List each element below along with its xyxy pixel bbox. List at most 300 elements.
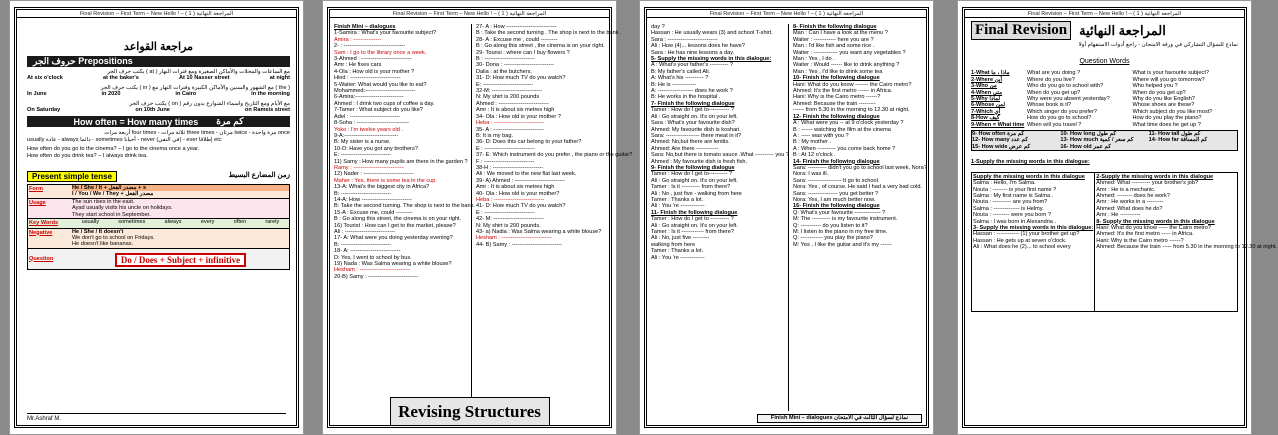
negative-label: Negative	[29, 229, 53, 236]
question-words-label: Question Words	[1079, 58, 1130, 66]
dialogue-line: 2- : ---------------------------------	[334, 43, 406, 50]
question-word: 1-What ماذا ، ما	[971, 70, 1010, 77]
question-example: Which subject do you like most?	[1132, 108, 1213, 115]
dialogue-line: Tamer : How do I get to---------- ?	[651, 171, 733, 178]
in-example: in Cairo	[175, 91, 197, 98]
dialogue-line: Sara: No,but there is tomato sauce .What ---------- you ?	[651, 152, 790, 159]
dialogue-line: Ahmed: -------- does he work?	[1096, 192, 1170, 199]
usage-example: Ayad usually visits his uncle on holidays.	[72, 205, 173, 212]
dialogue-line: 16- Finish the following dialogue	[793, 203, 880, 210]
frequency-line: usually عادة - always دائما - sometimes أحيانا - never (في النفي) - ever إطلاقا etc	[27, 136, 222, 143]
frequency-line: أربعة مرات four times - ثلاثة مرات three times - مرتان twice - مرة واحدة once	[104, 130, 290, 137]
page-header: Final Revision – First Term – New Hello ! – ( 1 ) المراجعة النهائية	[330, 10, 609, 18]
dialogue-line: 39- A) Ahmed : ---------------------------	[476, 177, 565, 184]
how-word: 12- How many كم عدد	[972, 137, 1028, 144]
form-cell	[72, 185, 289, 198]
dialogue-line: 5-Waiter: What would you like to eat?	[334, 81, 427, 88]
form-line: He / She / It + مصدر الفعل + s	[72, 185, 289, 191]
dialogue-line: Salma : -------------- is Helmy.	[973, 205, 1044, 212]
dialogue-line: Hassan : ------------ (1) your brother get up?	[973, 231, 1080, 238]
dialogue-line: Ahmed : ---------------------------	[476, 100, 549, 107]
form-row	[28, 185, 289, 199]
dialogue-line: Nouta : ---------- are you from?	[973, 199, 1048, 206]
question-example: When do you get up?	[1027, 89, 1081, 96]
dialogue-line: A: ------------------- does he work ?	[651, 88, 733, 95]
dialogue-line: Ali : We moved to the new flat last week.	[476, 171, 577, 178]
dialogue-line: Q: ------------ you play the piano?	[793, 235, 873, 242]
usage-row	[28, 199, 289, 219]
question-example: How do you play the piano?	[1132, 115, 1202, 122]
dialogue-line: Amr : He fixes cars	[334, 62, 382, 69]
question-words-table	[971, 70, 1238, 128]
dialogue-line: B: My father's called Ali.	[651, 68, 711, 75]
dialogue-line: 12) Nader : ---------------------------	[334, 171, 414, 178]
page-final-revision	[957, 0, 1277, 435]
question-word: 6-Whose لمن	[971, 102, 1006, 109]
dialogue-line: Waiter : ------------ here you are ?	[793, 36, 874, 43]
dialogue-line: N: My shirt is 200 pounds	[476, 94, 540, 101]
exercise-title: 1-Supply the missing words in this dialogue:	[971, 159, 1090, 166]
dialogue-line: 41- D: How much TV do you watch?	[476, 203, 566, 210]
question-example: What time does he get up ?	[1132, 121, 1201, 128]
at-examples	[27, 75, 290, 81]
dialogue-line: 20-B) Samy : ---------------------------	[334, 273, 419, 280]
page-mini-dialogues	[322, 0, 633, 435]
dialogue-line: Ahmed: Are there ------------	[651, 145, 719, 152]
dialogue-line: 3-Ahmed : ---------------------------	[334, 56, 412, 63]
dialogue-line: Man : Can I have a look at the menu ?	[793, 30, 888, 37]
how-words-grid	[971, 130, 1238, 151]
dialogue-line: Sara: ---------------- you get better ?	[793, 190, 879, 197]
dialogue-line: Man : Yes , I'd like to drink some tea	[793, 68, 883, 75]
dialogue-line: 5- Supply the missing words in this dialogue:	[651, 56, 772, 63]
page-header: Final Revision – First Term – New Hello ! – ( 1 ) المراجعة النهائية	[965, 10, 1244, 18]
dialogue-line: 37- E: Which instrument do you prefer , the piano or the guitar?	[476, 152, 633, 159]
question-example: Why do you like English?	[1132, 96, 1195, 103]
dialogue-line: B : Go along this street , the cinema is on your right.	[476, 43, 605, 50]
question-word: 8-How كيف	[971, 115, 1000, 122]
section-footer-label	[757, 414, 922, 423]
dialogue-lines	[476, 24, 633, 248]
exercise-boxes	[971, 172, 1277, 312]
dialogue-line: Supply the missing words in this dialogue	[973, 173, 1085, 180]
dialogue-line: Hani: Why is the Cairo metro ------?	[1096, 237, 1184, 244]
usage-example: They start school in September.	[72, 211, 151, 218]
dialogue-line: Ali : Go straight on. It's on your left.	[651, 222, 738, 229]
dialogue-line: Ali : You 're -------------	[651, 254, 705, 261]
dialogue-line: D: Yes, I went to school by bus.	[334, 254, 412, 261]
keywords-cell	[72, 219, 289, 227]
dialogue-line: Sara: ------------------ It go to school.	[793, 177, 880, 184]
dialogue-line: B : At 12 o'clock .	[793, 152, 836, 159]
dialogue-line: Heba : ---------------------------	[476, 120, 545, 127]
dialogue-line: N: My shirt is 200 pounds.	[476, 222, 541, 229]
page-header: Final Revision – First Term – New Hello ! – ( 1 ) المراجعة النهائية	[647, 10, 926, 18]
in-note: يكتب حرف الجر ( in ) مع الشهور والسنين والأماكن الكبيرة وفترات النهار مع ( the )	[100, 84, 290, 91]
dialogue-line: B: Take the second turning. The shop is next to the bank.	[334, 203, 475, 210]
prepositions-label: حروف الجر Prepositions	[33, 56, 133, 66]
question-words-heading	[971, 50, 1238, 68]
dialogue-line: M: I listen to the piano in my free time.	[793, 229, 888, 235]
page4-content	[971, 21, 1277, 312]
exercise-right-box	[1095, 173, 1278, 311]
negative-line: He / She / It doesn't	[72, 228, 124, 235]
dialogue-line: 19) Nada : Was Salma wearing a white blouse?	[334, 261, 452, 268]
keyword: often	[233, 219, 247, 226]
at-example: At 10 Nasser street	[178, 75, 230, 82]
question-example: Who do you go to school with?	[1027, 83, 1104, 90]
dialogue-line: Yoko : I'm twelve years old .	[334, 126, 403, 133]
grammar-title: مراجعة القواعد	[123, 41, 194, 53]
dialogue-line: B : Take the second turning . The shop is next to the bank .	[476, 30, 622, 37]
dialogue-line: Dalia : at the butchers.	[476, 68, 532, 75]
dialogue-line: A : What were you -- at 9 o'clock yesterday ?	[793, 120, 904, 127]
dialogue-line: 9-A:-----------------------------	[334, 132, 399, 139]
dialogue-line: 43- a) Nadia : Was Salma wearing a white blouse?	[476, 229, 602, 235]
page-frame	[644, 7, 929, 428]
dialogues-left-column	[334, 24, 475, 411]
page-frame	[14, 7, 299, 428]
dialogue-lines	[793, 24, 927, 248]
dialogue-line: E: ---------------------------	[334, 152, 392, 159]
dialogue-line: Amr : He -----------	[1096, 212, 1141, 219]
dialogue-line: Hani: What do you know ------- the Cairo metro?	[793, 81, 912, 88]
final-revision-title	[971, 21, 1238, 40]
dialogue-line: A : ----- was with you ?	[793, 132, 849, 139]
dialogue-line: 14- Finish the following dialogue	[793, 158, 880, 165]
usage-label: Usage	[29, 199, 46, 206]
how-word: 15- How wide كم عرض	[972, 143, 1031, 150]
how-word: 11- How tall كم طول	[1148, 131, 1201, 138]
in-example: in 2020	[101, 91, 121, 98]
dialogue-line: 30- Dona : ---------------------------	[476, 62, 554, 69]
dialogue-line: Man : I'd like fish and some rice .	[793, 43, 875, 50]
dialogue-line: 32-M: ---------------------------	[476, 88, 543, 95]
dialogue-line: 10-D: Have you got any brothers?	[334, 145, 418, 152]
question-row	[28, 249, 289, 269]
keyword: every	[200, 219, 215, 226]
question-word: 4-When متى	[971, 89, 1003, 96]
dialogue-line: A : When ---------- you come back home ?	[793, 145, 896, 152]
revising-structures-banner	[390, 397, 550, 425]
at-example: at the baker's	[102, 75, 139, 82]
how-often-example: How often do you go to the cinema? – I go to the cinema once a year.	[27, 146, 200, 153]
how-word: 14- How far كم المسافة	[1148, 137, 1208, 144]
dialogue-line: Hani: What do you know ----- the Cairo metro?	[1096, 224, 1211, 231]
how-often-ar: كم مرة	[216, 116, 244, 127]
dialogue-line: 28- A : Excuse me , could ---------	[476, 36, 558, 43]
dialogue-line: 34- Ola : How old is your mother ?	[476, 113, 561, 120]
dialogue-line: 3- Supply the missing words in this dialogue:	[973, 224, 1094, 231]
question-example: How do you go to school?	[1027, 115, 1092, 122]
dialogue-line: B: It is my bag.	[476, 132, 513, 139]
how-word: 16- How old كم عمر	[1060, 143, 1111, 150]
dialogue-line: 12- Finish the following dialogue	[793, 113, 880, 120]
section-title: Finish Mini – dialogues	[334, 24, 396, 30]
dialogue-line: Ahmed: My favourite dish is koshari.	[651, 126, 741, 133]
dialogue-line: Ali : No , just five - walking from here	[651, 190, 742, 197]
question-example: Why were you absent yesterday?	[1027, 96, 1110, 103]
how-often-banner	[27, 116, 290, 127]
dialogue-line: Ahmed: What does he do?	[1096, 205, 1163, 212]
question-example: What is your favourite subject?	[1132, 70, 1209, 77]
dialogue-line: Sara : What's your favourite dish?	[651, 120, 735, 127]
dialogue-line: Nora: I was ill.	[793, 171, 829, 178]
dialogue-line: Amr : He works in a ---------	[1096, 199, 1164, 206]
dialogue-line: Hesham : ---------------------------	[334, 267, 410, 274]
dialogue-line: B: ---------------------------	[334, 190, 392, 197]
dialogue-line: B : My mother .	[793, 139, 831, 146]
at-example: At six o'clock	[27, 75, 63, 82]
at-example: at night	[269, 75, 290, 82]
question-word-row	[971, 122, 1238, 128]
in-examples	[27, 91, 290, 97]
on-example: on 10th June	[135, 107, 170, 114]
dialogue-line: Ahmed: It's the first metro ----- in Africa.	[1096, 231, 1194, 238]
dialogue-line: Maher : Yes, there is some tea in the cup.	[334, 177, 437, 184]
revising-structures-title: Revising Structures	[398, 401, 541, 421]
dialogue-lines	[334, 30, 475, 280]
dialogue-lines	[651, 24, 788, 261]
dialogue-line: 9- Finish the following dialogue	[651, 164, 735, 171]
dialogue-line: Mohammed:---------------------------	[334, 88, 416, 95]
dialogue-line: 16) Tourist : How can I get to the market, please?	[334, 222, 456, 229]
dialogue-line: E : ---------------------------	[476, 145, 535, 152]
dialogue-line: Ahmed: Because the train ---------	[793, 100, 876, 107]
dialogue-line: Ali : Go straight on. It's on your left.	[651, 113, 738, 120]
dialogue-line: Q: ----------- do you listen to it?	[793, 222, 868, 229]
dialogue-line: E : ---------------------------	[476, 209, 535, 216]
negative-line: He doesn't like bananas.	[72, 241, 134, 248]
dialogue-line: B: He works in the hospital .	[651, 94, 721, 101]
dialogue-line: 7-Tamer : What subject do you like?	[334, 107, 423, 114]
dialogue-line: Hesham : ---------------------------	[476, 235, 552, 242]
page-frame	[962, 7, 1277, 428]
question-label: Question	[29, 255, 54, 262]
dialogue-line: 4-Ola : How old is your mother ?	[334, 68, 415, 75]
question-example: Whose shoes are these?	[1132, 102, 1195, 109]
dialogue-line: 6-Amira:--------------------------	[334, 94, 404, 101]
on-example: on Ramsis street	[244, 107, 290, 114]
dialogue-line: B: My sister is a nurse.	[334, 139, 391, 146]
dialogue-line: 44- B) Samy : ---------------------------	[476, 241, 563, 248]
page1-content	[27, 19, 290, 270]
dialogue-line: 17- A: What were you doing yesterday evening?	[334, 235, 453, 242]
dialogue-line: 8- Finish the following dialogue	[793, 24, 877, 30]
dialogue-line: Amr : It is about six metres high	[476, 107, 555, 114]
dialogue-line: Ramy : ---------------------------	[334, 164, 404, 171]
dialogue-line: 10- Finish the following dialogue	[793, 75, 880, 82]
dialogue-line: M: Yes , I like the guitar and it's my ------	[793, 241, 892, 248]
dialogue-line: Amr : It is about six metres high	[476, 184, 555, 191]
dialogue-line: 1-Samira : What's your favourite subject?	[334, 30, 437, 37]
dialogue-line: Salma : My first name is Salma .	[973, 192, 1054, 199]
dialogue-line: 36- D: Does this car belong to your father?	[476, 139, 582, 146]
dialogue-line: 11- Finish the following dialogue	[651, 209, 738, 216]
dialogue-line: 8- Supply the missing words in this dialogue	[1096, 218, 1215, 225]
how-word: 9- How often كم مرة	[972, 131, 1025, 138]
dialogue-line: B : Go along this street, the cinema is on your right.	[334, 216, 462, 223]
dialogue-line: 18- A: ---------------------------	[334, 248, 401, 255]
author-label: Mr.Ashraf M.	[27, 416, 62, 422]
dialogue-line: Tamer : Thanks a lot.	[651, 196, 704, 203]
question-word: 5-Why لماذا	[971, 96, 1001, 103]
dialogue-line: Hind : ---------------------------	[334, 75, 401, 82]
keyword: always	[164, 219, 182, 226]
dialogue-line: day ?	[651, 24, 665, 30]
negative-line: We don't go to school on Fridays.	[72, 234, 155, 241]
question-example: What are you doing ?	[1027, 70, 1081, 77]
present-simple-label: Present simple tense	[27, 171, 117, 182]
dialogue-line: 42- M: ---------------------------	[476, 216, 544, 223]
page-finish-dialogues	[639, 0, 934, 435]
prepositions-banner	[27, 56, 290, 67]
question-word: 7-Which أي	[971, 108, 1001, 115]
dialogue-line: Ahmed : I drink two cups of coffee a day.	[334, 100, 435, 107]
dialogue-line: Sam : I go to the library once a week.	[334, 49, 427, 56]
dialogue-line: M: The ---------- is my favourite instrument.	[793, 216, 898, 223]
dialogue-line: 40- Ola : How old is your mother?	[476, 190, 560, 197]
usage-cell	[72, 199, 289, 218]
keyword: rarely	[265, 219, 280, 226]
dialogue-line: 7- Finish the following dialogue	[651, 100, 735, 107]
on-note: يكتب حرف الجر ( on ) مع الأيام ومع التاريخ واسماء الشوارع بدون رقم	[129, 100, 290, 107]
usage-example: The sun rises in the east.	[72, 198, 135, 205]
dialogue-line: Ali : What does he (2)... to school every	[973, 244, 1071, 251]
dialogue-line: Tamer : Thanks a lot.	[651, 248, 704, 255]
dialogue-line: Ahmed: No,but there are lentils.	[651, 139, 730, 146]
dialogue-line: Q: What's your favourite -------------- ?	[793, 209, 886, 216]
dialogue-line: Nouta : --------- were you born ?	[973, 212, 1052, 219]
dialogue-line: Sara : He has nine lessons a day.	[651, 49, 735, 56]
dialogue-line: E: ---------------------------	[476, 81, 534, 88]
question-word: 2-Where أين	[971, 76, 1002, 83]
in-example: in the morning	[251, 91, 290, 98]
dialogues-right-column	[476, 24, 633, 411]
negative-row	[28, 229, 289, 249]
dialogue-line: F : ---------------------------	[476, 158, 535, 165]
dialogue-line: Tamer : Is it ------------ from there?	[651, 229, 734, 235]
dialogues-right-column	[793, 24, 927, 411]
dialogue-line: Waiter : Would ------ like to drink anything ?	[793, 62, 900, 69]
how-often-text: How often = How many times	[73, 116, 199, 127]
dialogue-line: Ali : ---------------------------	[334, 229, 396, 235]
dialogue-line: 38-H : ---------------------------	[476, 164, 544, 171]
in-example: In June	[27, 91, 47, 98]
form-label: Form	[29, 186, 43, 193]
dialogue-line: 27- A : How ---------------------------	[476, 24, 557, 30]
dialogue-line: Tamer : How do I get to----------- ?	[651, 107, 734, 114]
dialogue-line: B: He is -------------	[651, 81, 697, 88]
dialogue-line: 2-Supply the missing words in this dialogue	[1096, 173, 1214, 180]
dialogue-line: Man : Yes , I do .	[793, 56, 835, 63]
question-example: Which singer do you prefer?	[1027, 108, 1097, 115]
question-example: Who helped you ?	[1132, 83, 1178, 90]
dialogue-line: Waiter : ------------- you want any vegetables ?	[793, 49, 906, 56]
page-grammar-review	[9, 0, 304, 435]
dialogue-line: Adel : ---------------------------	[334, 113, 401, 120]
page-frame	[327, 7, 633, 428]
dialogue-line: Tamer : Is it ---------- from there?	[651, 184, 731, 191]
dialogue-line: Ali : How (4)... lessons does he have?	[651, 43, 745, 50]
keywords-label: Key Words	[29, 220, 59, 227]
dialogue-line: B : ---------------------------	[476, 56, 535, 63]
dialogues-left-column	[651, 24, 789, 411]
dialogue-line: Amira : ---------------	[334, 36, 382, 43]
dialogue-line: Ahmed : My favourite dish is fresh fish.	[651, 158, 748, 165]
dialogue-line: 15-A : Excuse me, could ---------	[334, 209, 413, 216]
dialogue-line: Ali : No, just five ---------	[651, 235, 710, 242]
dialogue-line: 29- Tounsi : where can I buy flowers ?	[476, 49, 570, 56]
dialogue-line: 8-Soha : ----------------------------	[334, 120, 409, 127]
how-often-example: How often do you drink tea? – I always drink tea.	[27, 152, 148, 159]
keywords-row	[28, 219, 289, 228]
keyword: usually	[81, 219, 100, 226]
dialogue-line: 31- D: How much TV do you watch?	[476, 75, 566, 82]
dialogue-line: walking from here	[651, 241, 696, 248]
how-word: 10- How long كم طول	[1060, 131, 1117, 138]
form-line: I / You / We / They + مصدر الفعل	[72, 191, 154, 198]
title-english: Final Revision	[971, 21, 1071, 40]
page-header: Final Revision – First Term – New Hello ! – ( 1 ) المراجعة النهائية	[17, 10, 296, 18]
question-cell	[72, 249, 289, 269]
dialogue-line: Sara: ---------- didn't you go to school last week, Nora?	[793, 164, 927, 171]
dialogue-line: 35- A : ---------------------------	[476, 126, 544, 133]
dialogue-line: Hani: Why is the Cairo metro ------?	[793, 94, 881, 101]
dialogue-line: Sara: ------------------ there meat in it?	[651, 132, 742, 139]
question-example: When do you get up?	[1132, 89, 1186, 96]
dialogue-line: Salma : Hello, I'm Salma.	[973, 180, 1036, 187]
how-word: 13- How much كم سعر / كمية	[1060, 137, 1134, 144]
question-example: When will you travel ?	[1027, 121, 1082, 128]
question-formula: Do / Does + Subject + infinitive	[115, 253, 246, 267]
page-footer	[27, 413, 286, 423]
dialogue-line: Amr : He is a mechanic.	[1096, 186, 1156, 193]
dialogue-line: Ali : Go straight on. It's on your left.	[651, 177, 738, 184]
present-simple-table	[27, 184, 290, 270]
dialogue-line: Sara : ---------------------------	[651, 36, 718, 43]
dialogue-line: Hassan : He usually wears (3) and school T-shirt.	[651, 30, 773, 37]
negative-cell	[72, 229, 289, 248]
dialogue-line: B: ---------------------------	[334, 241, 392, 248]
dialogue-line: Ahmed: It's the first metro ------ in Africa.	[793, 88, 893, 95]
exercise-left-box	[972, 173, 1095, 311]
question-example: Whose book is it?	[1027, 102, 1072, 109]
finish-dialogues-label: Finish Mini – dialogues نماذج لسؤال الثالث في الامتحان	[770, 415, 909, 421]
dialogue-line: 13-A: What's the biggest city in Africa?	[334, 184, 430, 191]
on-example: On Saturday	[27, 107, 61, 114]
dialogue-line: A : What's your father's ---------- ?	[651, 62, 734, 69]
question-example: Where will you go tomorrow?	[1132, 76, 1205, 83]
dialogue-line: A: What's his ---------- ?	[651, 75, 709, 82]
present-simple-ar: زمن المضارع البسيط	[228, 172, 290, 180]
dialogue-line: Heba : ---------------------------	[476, 196, 545, 203]
dialogue-line: Nouta : -------- is your first name ?	[973, 186, 1057, 193]
dialogue-line: Nora: Yes, I am much better now.	[793, 196, 876, 203]
dialogue-line: B : ------ watching the film at the cinema	[793, 126, 891, 133]
intro-arabic: نماذج للسؤال التشاركي في ورقة الامتحان - راجع أدوات الاستفهام أولا	[1078, 42, 1238, 48]
dialogue-line: 11) Samy : How many pupils are there in the garden ?	[334, 158, 468, 165]
dialogue-line: Ali : You 're -------------	[651, 203, 705, 210]
present-simple-heading	[27, 171, 290, 182]
dialogue-line: Ahmed: What ---------- your brother's job?	[1096, 180, 1199, 187]
question-word: 9-When = What time	[971, 121, 1025, 128]
dialogue-line: Hassan : He gets up at seven o'clock.	[973, 237, 1067, 244]
dialogue-line: Ahmed: Because the train ----- from 5.30 in the morning to 12.30 at night.	[1096, 244, 1277, 251]
dialogue-line: Tamer : How do I get to ---------- ?	[651, 216, 734, 223]
dialogue-line: Salma : I was born in Alexandria .	[973, 218, 1057, 225]
question-word: 3-Who من	[971, 83, 997, 90]
